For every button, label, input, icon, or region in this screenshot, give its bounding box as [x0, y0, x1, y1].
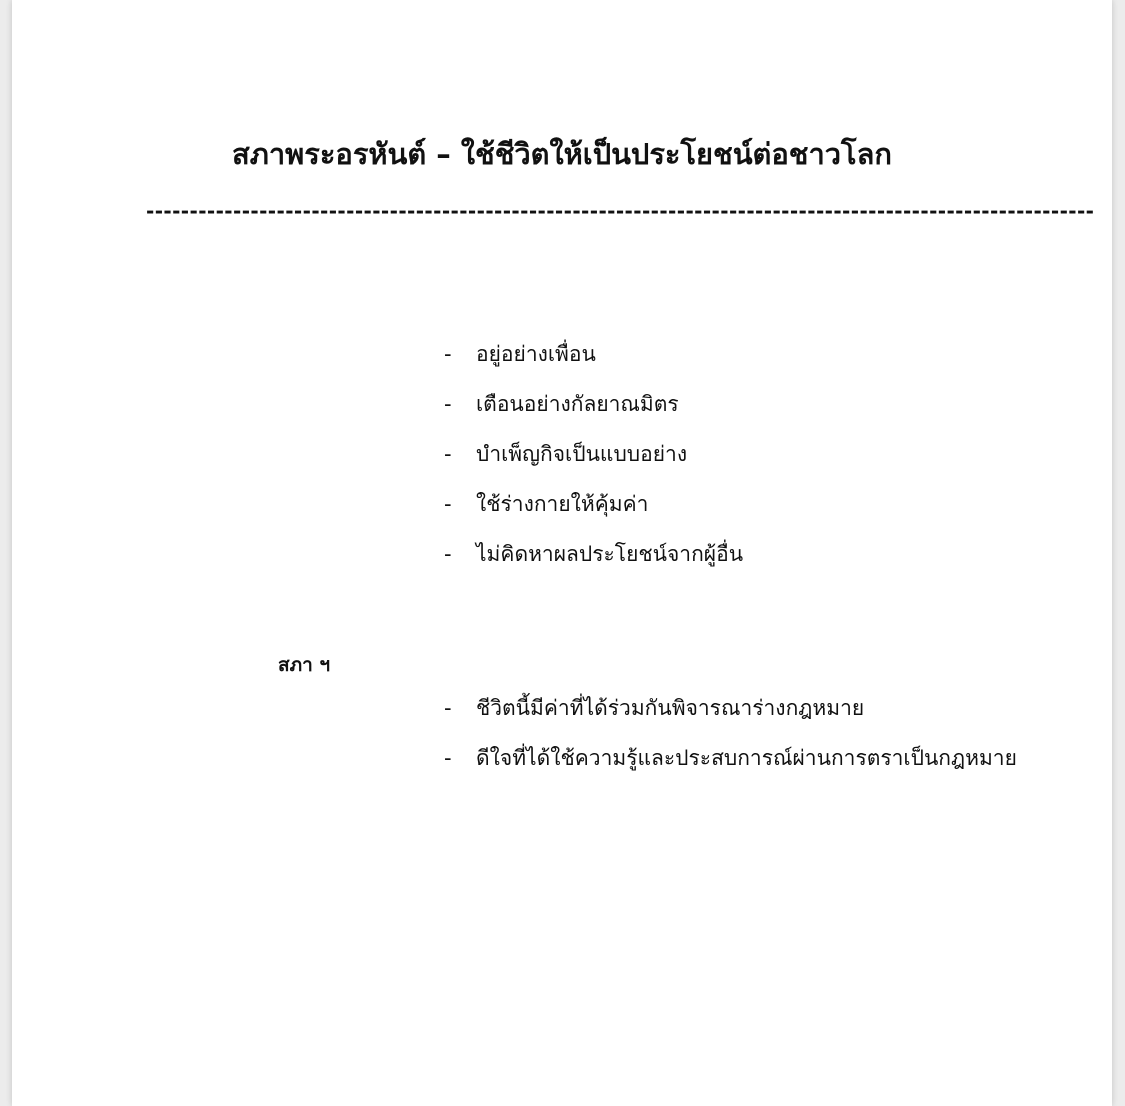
list-bullet: - — [444, 746, 452, 770]
list-bullet: - — [444, 442, 452, 466]
list-item-text: อยู่อย่างเพื่อน — [476, 342, 596, 366]
list-item-text: ใช้ร่างกายให้คุ้มค่า — [476, 492, 649, 516]
list-bullet: - — [444, 342, 452, 366]
document-title: สภาพระอรหันต์ – ใช้ชีวิตให้เป็นประโยชน์ต่อชาวโลก — [232, 137, 892, 171]
list-item-text: ไม่คิดหาผลประโยชน์จากผู้อื่น — [476, 542, 744, 566]
list-bullet: - — [444, 392, 452, 416]
list-bullet: - — [444, 542, 452, 566]
list-item-text: เตือนอย่างกัลยาณมิตร — [476, 392, 679, 416]
section-label: สภา ฯ — [278, 654, 331, 676]
list-item-text: ดีใจที่ได้ใช้ความรู้และประสบการณ์ผ่านการตราเป็นกฎหมาย — [476, 746, 1017, 770]
list-item-text: ชีวิตนี้มีค่าที่ได้ร่วมกันพิจารณาร่างกฎหมาย — [476, 696, 865, 720]
list-item-text: บำเพ็ญกิจเป็นแบบอย่าง — [476, 442, 688, 466]
dashed-divider: ------------------------------------------------------------------------------------------------------------- — [146, 199, 1095, 223]
list-bullet: - — [444, 696, 452, 720]
document-page — [12, 0, 1112, 1106]
list-bullet: - — [444, 492, 452, 516]
